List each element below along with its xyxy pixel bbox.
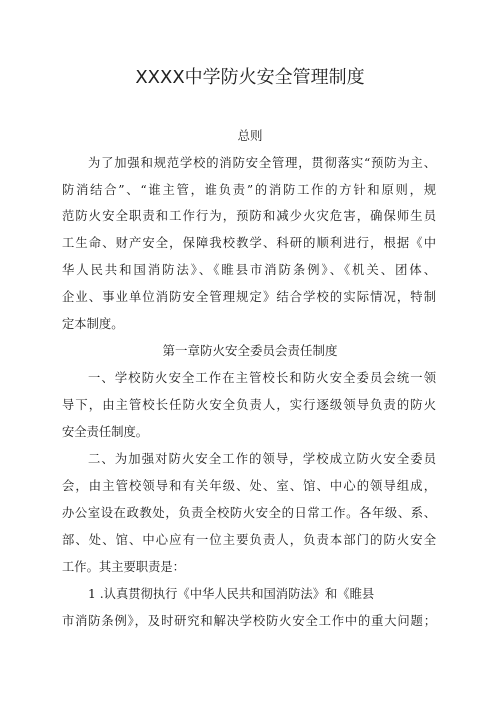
paragraph-line: 部、处、馆、中心应有一位主要负责人，负责本部门的防火安全: [62, 533, 436, 547]
paragraph-line: 导下，由主管校长任防火安全负责人，实行逐级领导负责的防火: [62, 398, 436, 412]
paragraph-line: 会，由主管校领导和有关年级、处、室、馆、中心的领导组成，: [62, 479, 436, 493]
document-title: XXXX中学防火安全管理制度: [135, 67, 365, 88]
paragraph-line: 工生命、财产安全，保障我校教学、科研的顺利进行，根据《中: [62, 236, 436, 250]
section-heading-general: 总则: [237, 128, 263, 143]
paragraph-line: 定本制度。: [62, 317, 124, 331]
chapter-heading: 第一章防火安全委员会责任制度: [162, 343, 338, 358]
list-item-line: 1 .认真贯彻执行《中华人民共和国消防法》和《睢县: [88, 587, 375, 601]
paragraph-line: 办公室设在政教处，负责全校防火安全的日常工作。各年级、系、: [62, 506, 436, 520]
paragraph-line: 防消结合”、“谁主管，谁负责”的消防工作的方针和原则，规: [62, 183, 436, 197]
paragraph-line: 企业、事业单位消防安全管理规定》结合学校的实际情况，特制: [62, 290, 436, 304]
paragraph-line: 市消防条例》，及时研究和解决学校防火安全工作中的重大问题；: [62, 614, 436, 628]
paragraph-line: 二、为加强对防火安全工作的领导，学校成立防火安全委员: [88, 452, 436, 466]
paragraph-line: 一、学校防火安全工作在主管校长和防火安全委员会统一领: [88, 371, 436, 385]
paragraph-line: 华人民共和国消防法》、《睢县市消防条例》、《机关、团体、: [62, 263, 436, 277]
paragraph-line: 工作。其主要职责是：: [62, 560, 185, 574]
paragraph-line: 为了加强和规范学校的消防安全管理，贯彻落实“预防为主、: [88, 156, 436, 170]
paragraph-line: 范防火安全职责和工作行为，预防和减少火灾危害，确保师生员: [62, 209, 436, 223]
paragraph-line: 安全责任制度。: [62, 425, 149, 439]
